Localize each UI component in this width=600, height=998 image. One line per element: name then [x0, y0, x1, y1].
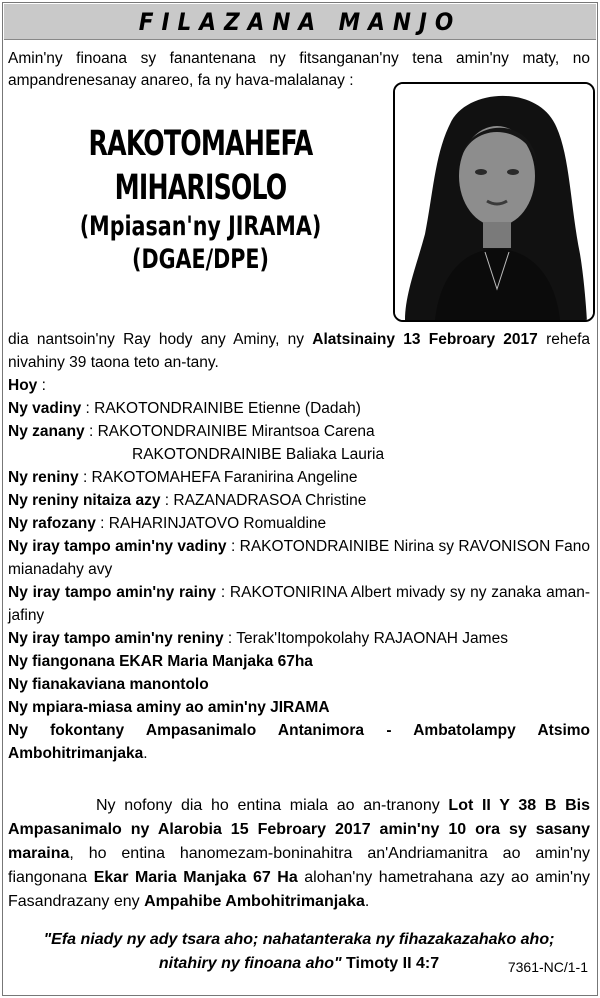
iray-reniny-line: Ny iray tampo amin'ny reniny : Terak'Itompokolahy RAJAONAH James — [8, 630, 508, 647]
deceased-employer: (Mpiasan'ny JIRAMA) — [79, 211, 322, 242]
fianakaviana-line: Ny fianakaviana manontolo — [8, 676, 209, 693]
deceased-surname: RAKOTOMAHEFA — [88, 124, 313, 164]
deceased-department: (DGAE/DPE) — [132, 244, 269, 275]
fokontany-line: Ny fokontany Ampasanimalo Antanimora - Ambatolampy Atsimo Ambohitrimanjaka. — [8, 722, 590, 762]
zanany-line: Ny zanany : RAKOTONDRAINIBE Mirantsoa Carena — [8, 423, 375, 440]
deceased-given-name: MIHARISOLO — [114, 168, 287, 208]
reniny-nitaiza-line: Ny reniny nitaiza azy : RAZANADRASOA Christine — [8, 492, 367, 509]
quote-line-1: "Efa niady ny ady tsara aho; nahatanteraka ny fihazakazahako aho; — [43, 931, 555, 948]
funeral-address: Lot II Y 38 B Bis Ampasanimalo ny Alarobia 15 Febroary 2017 amin'ny 10 ora sy sasany maraina — [8, 797, 591, 862]
quote-line-2: nitahiry ny finoana aho" Timoty II 4:7 — [158, 955, 440, 972]
reniny-line: Ny reniny : RAKOTOMAHEFA Faranirina Angeline — [8, 469, 358, 486]
funeral-church: Ekar Maria Manjaka 67 Ha — [93, 869, 298, 886]
banner-title: FILAZANA MANJO — [138, 7, 462, 36]
funeral-burial-place: Ampahibe Ambohitrimanjaka — [144, 893, 365, 910]
death-date: Alatsinainy 13 Febroary 2017 — [312, 331, 538, 348]
iray-vadiny-line: Ny iray tampo amin'ny vadiny : RAKOTONDRAINIBE Nirina sy RAVONISON Fano mianadahy avy — [8, 538, 590, 578]
intro-text: Amin'ny finoana sy fanantenana ny fitsanganan'ny tena amin'ny maty, no ampandrenesanay anareo, fa ny hava-malalanay : — [8, 50, 590, 89]
mpiara-miasa-line: Ny mpiara-miasa aminy ao amin'ny JIRAMA — [8, 699, 330, 716]
hoy-line: Hoy : — [8, 377, 46, 394]
banner — [4, 4, 596, 40]
family-list — [8, 328, 590, 765]
death-announcement: dia nantsoin'ny Ray hody any Aminy, ny Alatsinainy 13 Febroary 2017 rehefa nivahiny 39 taona teto an-tany. — [8, 331, 591, 371]
funeral-details: Ny nofony dia ho entina miala ao an-tranony Lot II Y 38 B Bis Ampasanimalo ny Alarobia 15 Febroary 2017 amin'ny 10 ora sy sasany maraina, ho entina hanomezam-boninahitra an'Andriamanitra ao amin'ny fiangonana Ekar Maria Manjaka 67 Ha alohan'ny hametrahana azy ao amin'ny Fasandrazany eny Ampahibe Ambohitrimanjaka. — [8, 797, 591, 910]
portrait-image — [395, 84, 593, 320]
portrait-photo — [393, 82, 595, 322]
deceased-name-block — [8, 122, 393, 276]
zanany-line-2: RAKOTONDRAINIBE Baliaka Lauria — [132, 446, 385, 463]
bible-quote — [8, 928, 590, 976]
quote-reference: Timoty II 4:7 — [341, 955, 440, 972]
ad-reference: 7361-NC/1-1 — [507, 959, 588, 975]
fiangonana-line: Ny fiangonana EKAR Maria Manjaka 67ha — [8, 653, 313, 670]
iray-rainy-line: Ny iray tampo amin'ny rainy : RAKOTONIRINA Albert mivady sy ny zanaka aman-jafiny — [8, 584, 591, 624]
vadiny-line: Ny vadiny : RAKOTONDRAINIBE Etienne (Dadah) — [8, 400, 361, 417]
rafozany-line: Ny rafozany : RAHARINJATOVO Romualdine — [8, 515, 327, 532]
